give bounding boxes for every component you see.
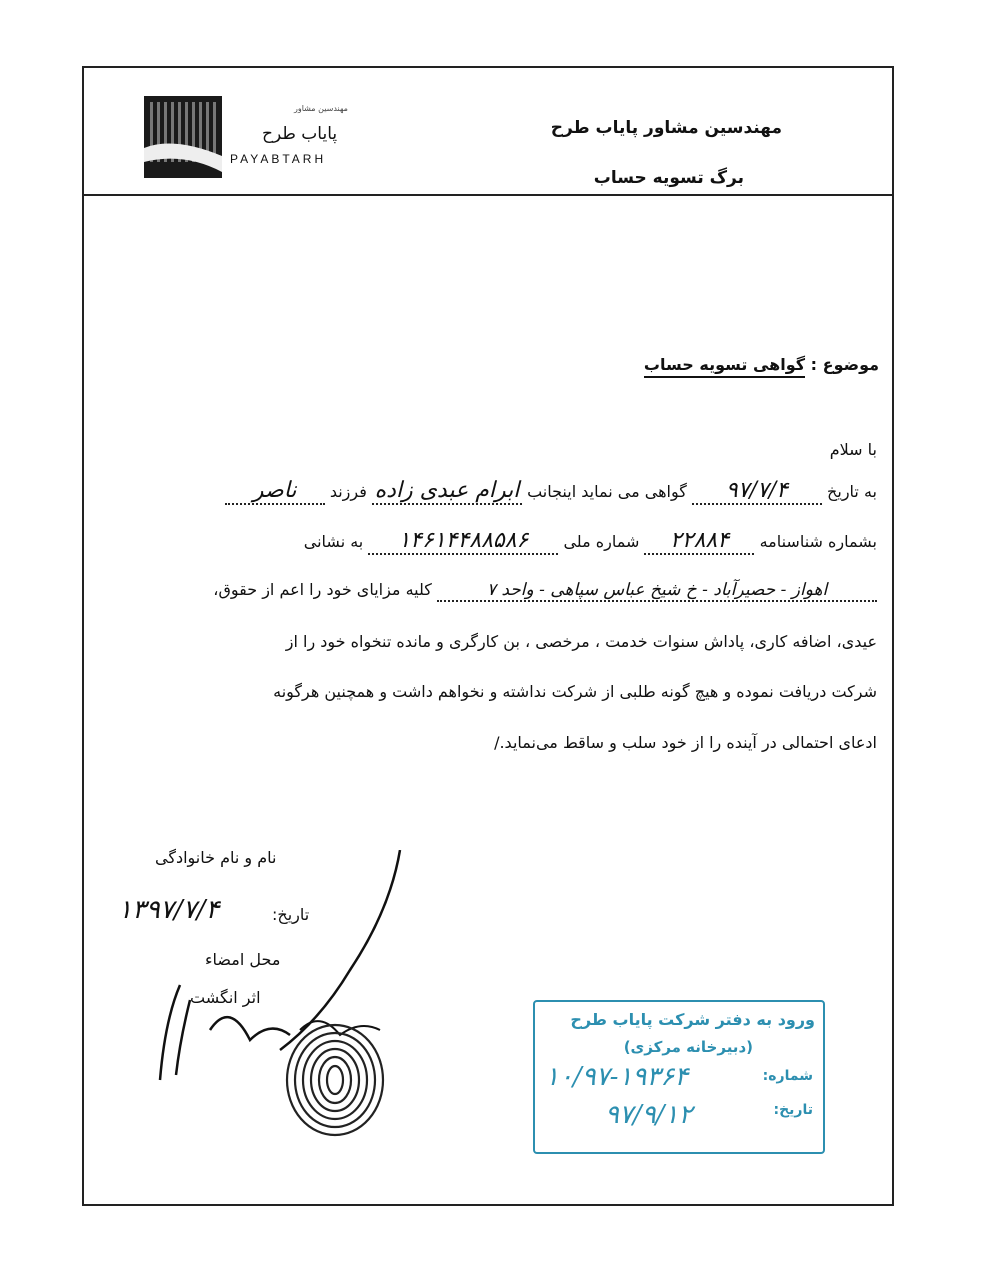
logo-mark-icon (144, 96, 222, 178)
benefits-text: کليه مزايای خود را اعم از حقوق، (213, 580, 432, 599)
logo-small-text: مهندسين مشاور (294, 104, 348, 113)
body-line-5: شرکت دريافت نموده و هيچ گونه طلبی از شرکت نداشته و نخواهم داشت و همچنين هرگونه (273, 682, 877, 701)
stamp-number-value: ۱۰/۹۷-۱۹۳۶۴ (545, 1062, 689, 1092)
greeting: با سلام (829, 440, 877, 459)
form-title: برگ تسويه حساب (593, 168, 744, 188)
logo-persian-text: پاياب طرح (262, 124, 338, 144)
certify-text: گواهی می نمايد اينجانب (527, 482, 687, 501)
body-line-1 (225, 478, 877, 505)
id-label: بشماره شناسنامه (759, 532, 877, 551)
thumbprint-label: اثر انگشت (190, 988, 261, 1007)
body-line-2 (304, 528, 877, 555)
son-of-label: فرزند (329, 482, 367, 501)
stamp-date-value: ۹۷/۹/۱۲ (605, 1100, 693, 1130)
signature-place-label: محل امضاء (205, 950, 281, 969)
stamp-number-label: شماره: (762, 1068, 813, 1084)
handwritten-address: اهواز - حصیرآباد - خ شیخ عباس سپاهی - واحد ۷ (437, 580, 877, 602)
subject-value: گواهی تسويه حساب (644, 355, 805, 378)
handwritten-father-name: ناصر (225, 478, 325, 505)
stamp-subtitle: (دبيرخانه مرکزی) (623, 1038, 753, 1056)
handwritten-national-id: ۱۴۶۱۴۴۸۸۵۸۶ (368, 528, 558, 555)
reception-stamp (533, 1000, 825, 1154)
header-divider (84, 194, 892, 196)
stamp-title: ورود به دفتر شرکت پاياب طرح (570, 1010, 815, 1029)
logo-english-text: PAYABTARH (230, 152, 327, 166)
date-prefix: به تاريخ (827, 482, 877, 501)
fingerprint-icon (280, 1020, 390, 1140)
handwritten-sign-date: ۱۳۹۷/۷/۴ (118, 895, 220, 925)
body-line-6: ادعای احتمالی در آينده را از خود سلب و ساقط می‌نمايد./ (494, 733, 877, 752)
body-line-4: عيدی، اضافه کاری، پاداش سنوات خدمت ، مرخصی ، بن کارگری و مانده تنخواه خود را از (285, 632, 877, 651)
company-logo (144, 96, 444, 186)
address-label: به نشانی (303, 532, 364, 551)
handwritten-name: ابرام عبدی زاده (372, 478, 522, 505)
sign-date-label: تاريخ: (272, 905, 310, 924)
subject-line (644, 355, 879, 374)
handwritten-id-number: ۲۲۸۸۴ (644, 528, 754, 555)
handwritten-date: ۹۷/۷/۴ (692, 478, 822, 505)
stamp-date-label: تاريخ: (773, 1102, 813, 1118)
subject-label: موضوع : (810, 355, 879, 374)
company-name: مهندسين مشاور پاياب طرح (550, 118, 782, 138)
body-line-3 (213, 580, 877, 602)
name-label: نام و نام خانوادگی (155, 848, 277, 867)
national-id-label: شماره ملی (563, 532, 640, 551)
